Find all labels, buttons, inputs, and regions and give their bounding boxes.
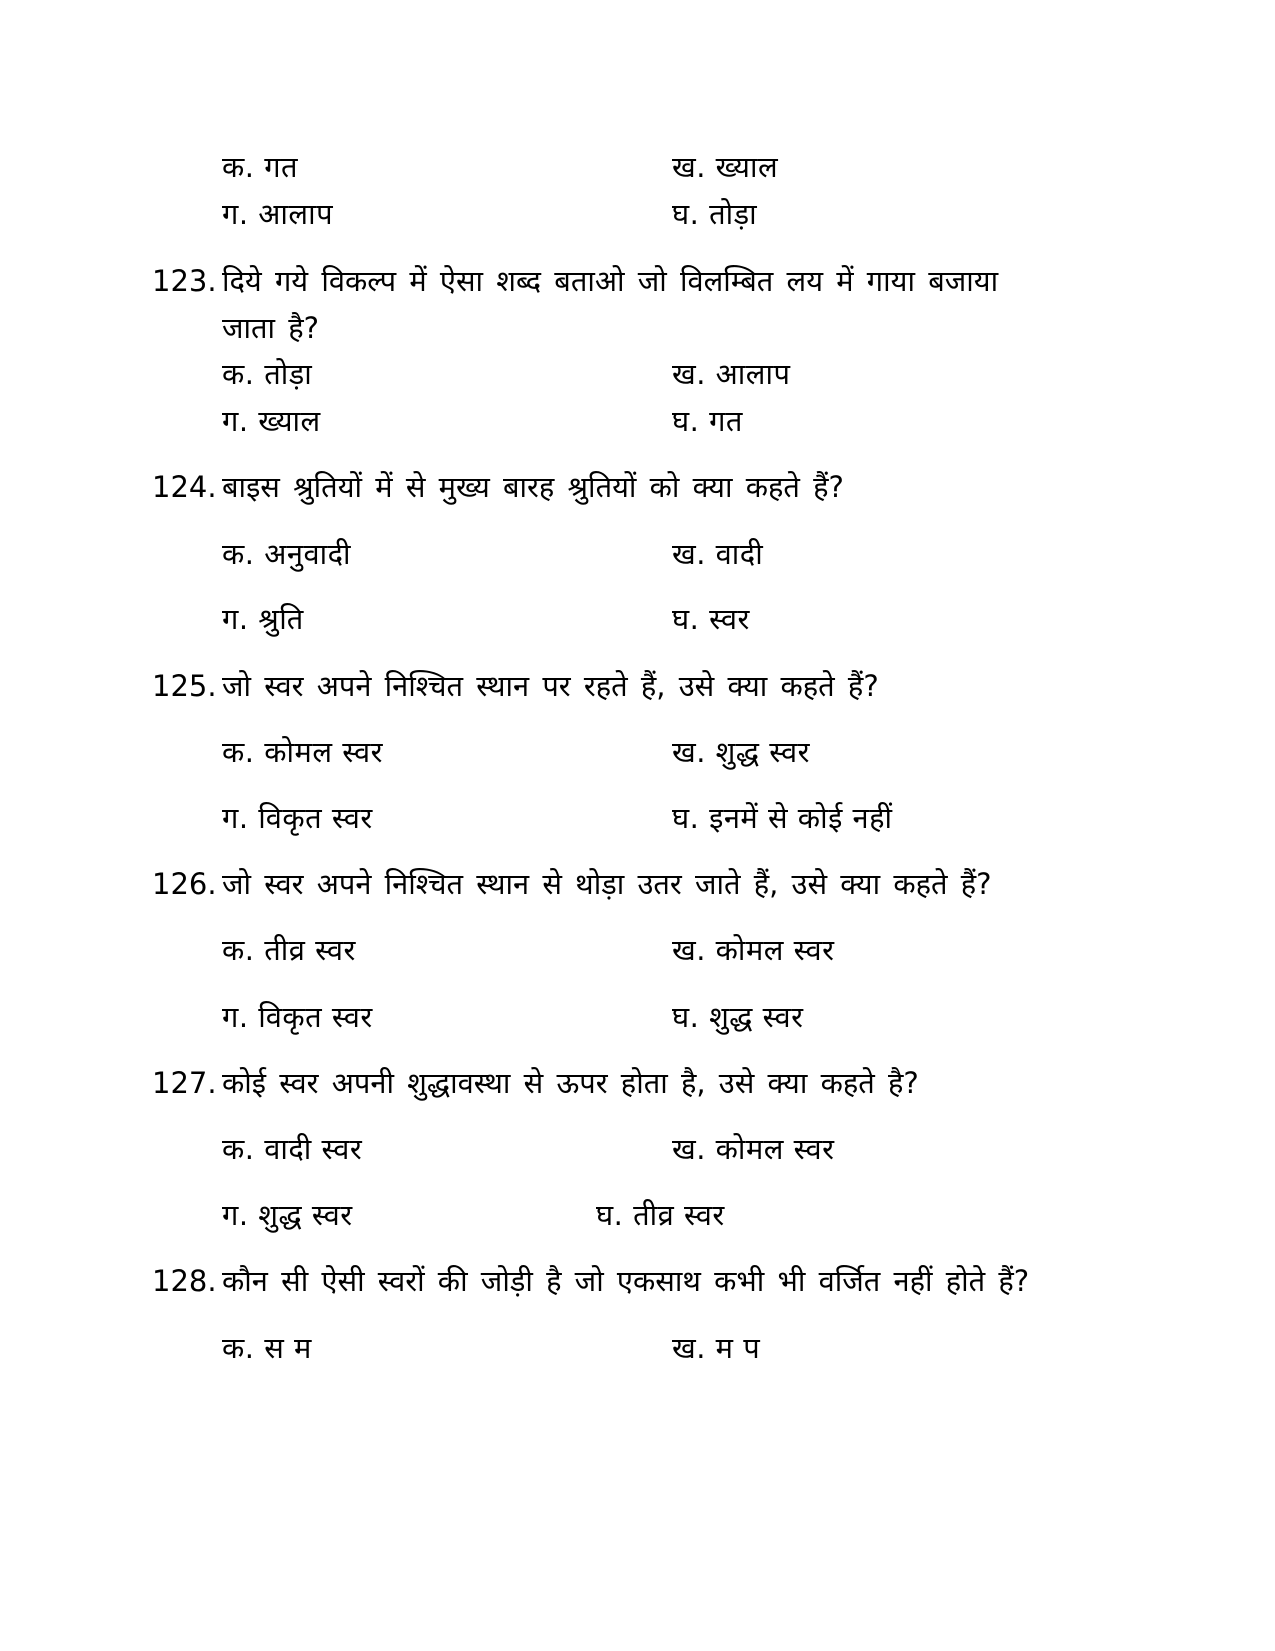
option-d: घ. गत [672, 404, 743, 438]
option-d: घ. शुद्ध स्वर [672, 1000, 804, 1034]
option-d: घ. इनमें से कोई नहीं [672, 801, 893, 835]
question-number: 126. [152, 867, 217, 901]
option-c: ग. श्रुति [222, 602, 304, 636]
option-b: ख. म प [672, 1331, 761, 1365]
option-c: ग. आलाप [222, 197, 334, 231]
question-number: 124. [152, 470, 217, 504]
option-b: ख. आलाप [672, 357, 791, 391]
question-text: बाइस श्रुतियों में से मुख्य बारह श्रुतियों को क्या कहते हैं? [222, 470, 844, 504]
question-number: 123. [152, 264, 217, 298]
question-text: कौन सी ऐसी स्वरों की जोड़ी है जो एकसाथ कभी भी वर्जित नहीं होते हैं? [222, 1264, 1030, 1298]
option-c: ग. ख्याल [222, 404, 321, 438]
option-a: क. अनुवादी [222, 537, 352, 571]
option-a: क. गत [222, 150, 299, 184]
option-c: ग. शुद्ध स्वर [222, 1198, 353, 1232]
question-text: कोई स्वर अपनी शुद्धावस्था से ऊपर होता है, उसे क्या कहते है? [222, 1066, 919, 1100]
question-number: 128. [152, 1264, 217, 1298]
option-b: ख. कोमल स्वर [672, 1132, 835, 1166]
option-a: क. स म [222, 1331, 312, 1365]
option-b: ख. शुद्ध स्वर [672, 735, 811, 769]
option-d: घ. स्वर [672, 602, 750, 636]
question-number: 127. [152, 1066, 217, 1100]
option-d: घ. तीव्र स्वर [596, 1198, 725, 1232]
question-text-continued: जाता है? [222, 311, 320, 345]
option-c: ग. विकृत स्वर [222, 801, 373, 835]
option-b: ख. ख्याल [672, 150, 779, 184]
option-c: ग. विकृत स्वर [222, 1000, 373, 1034]
question-text: जो स्वर अपने निश्चित स्थान पर रहते हैं, उसे क्या कहते हैं? [222, 669, 879, 703]
question-number: 125. [152, 669, 217, 703]
option-a: क. तोड़ा [222, 357, 313, 391]
option-a: क. तीव्र स्वर [222, 933, 356, 967]
option-b: ख. वादी [672, 537, 764, 571]
question-text: दिये गये विकल्प में ऐसा शब्द बताओ जो विलम्बित लय में गाया बजाया [222, 264, 999, 298]
question-text: जो स्वर अपने निश्चित स्थान से थोड़ा उतर जाते हैं, उसे क्या कहते हैं? [222, 867, 992, 901]
option-b: ख. कोमल स्वर [672, 933, 835, 967]
option-a: क. कोमल स्वर [222, 735, 383, 769]
option-a: क. वादी स्वर [222, 1132, 363, 1166]
option-d: घ. तोड़ा [672, 197, 758, 231]
